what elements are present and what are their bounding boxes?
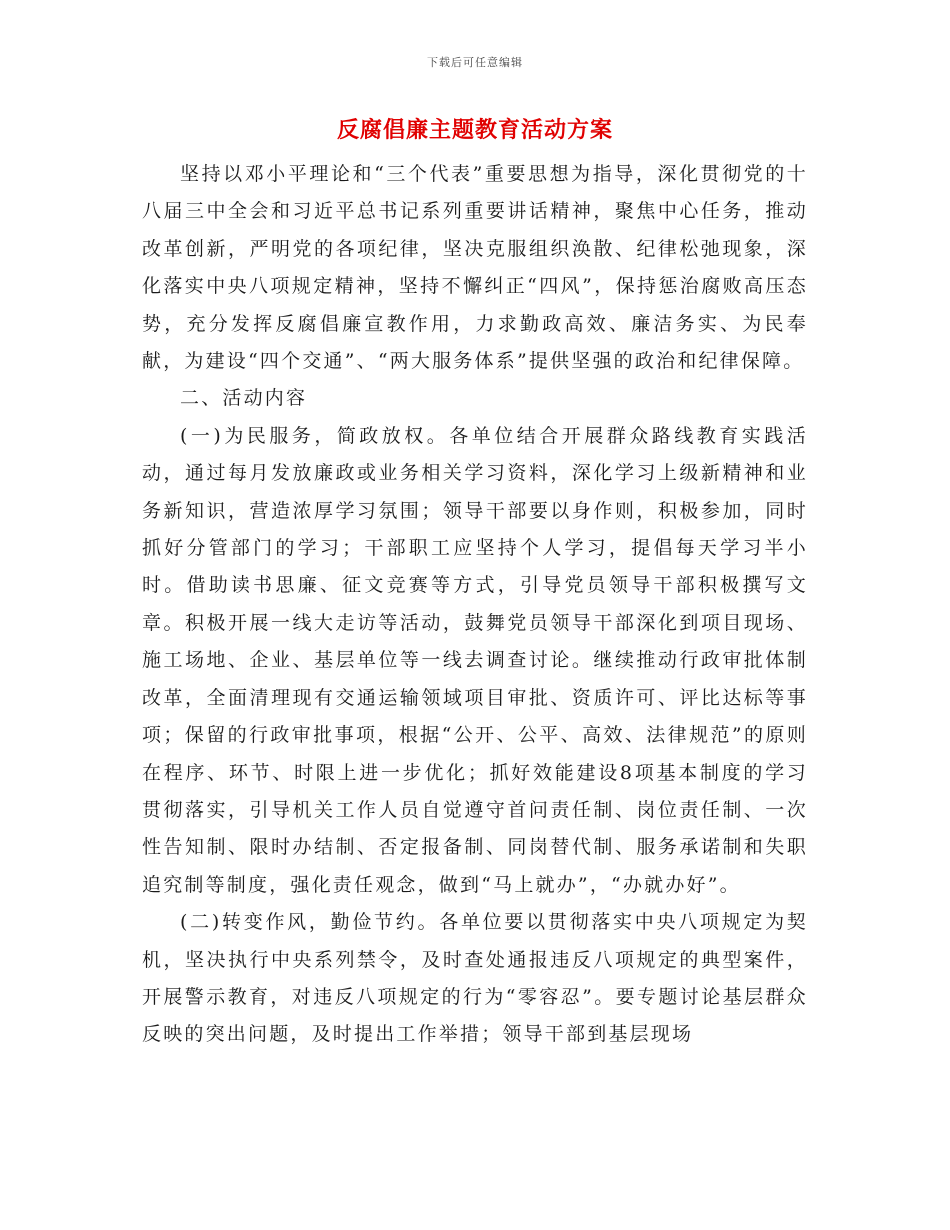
page-header-note: 下载后可任意编辑 [427,56,523,69]
document-body [142,156,808,1054]
paragraph-guiding-principle: 坚持以邓小平理论和“三个代表”重要思想为指导，深化贯彻党的十八届三中全会和习近平总书记系列重要讲话精神，聚焦中心任务，推动改革创新，严明党的各项纪律，坚决克服组织涣散、纪律松弛现象，深化落实中央八项规定精神，坚持不懈纠正“四风”，保持惩治腐败高压态势，充分发挥反腐倡廉宣教作用，力求勤政高效、廉洁务实、为民奉献，为建设“四个交通”、“两大服务体系”提供坚强的政治和纪律保障。 [142,163,808,373]
section-heading-activity-content: 二、活动内容 [180,387,308,410]
paragraph-change-style: (二)转变作风，勤俭节约。各单位要以贯彻落实中央八项规定为契机，坚决执行中央系列禁令，及时查处通报违反八项规定的典型案件，开展警示教育，对违反八项规定的行为“零容忍”。要专题讨论基层群众反映的突出问题，及时提出工作举措；领导干部到基层现场 [142,911,808,1046]
paragraph-serve-people: (一)为民服务，简政放权。各单位结合开展群众路线教育实践活动，通过每月发放廉政或业务相关学习资料，深化学习上级新精神和业务新知识，营造浓厚学习氛围；领导干部要以身作则，积极参加，同时抓好分管部门的学习；干部职工应坚持个人学习，提倡每天学习半小时。借助读书思廉、征文竞赛等方式，引导党员领导干部积极撰写文章。积极开展一线大走访等活动，鼓舞党员领导干部深化到项目现场、施工场地、企业、基层单位等一线去调查讨论。继续推动行政审批体制改革，全面清理现有交通运输领域项目审批、资质许可、评比达标等事项；保留的行政审批事项，根据“公开、公平、高效、法律规范”的原则在程序、环节、时限上进一步优化；抓好效能建设8项基本制度的学习贯彻落实，引导机关工作人员自觉遵守首问责任制、岗位责任制、一次性告知制、限时办结制、否定报备制、同岗替代制、服务承诺制和失职追究制等制度，强化责任观念，做到“马上就办”，“办就办好”。 [142,424,808,896]
document-title: 反腐倡廉主题教育活动方案 [336,117,613,143]
